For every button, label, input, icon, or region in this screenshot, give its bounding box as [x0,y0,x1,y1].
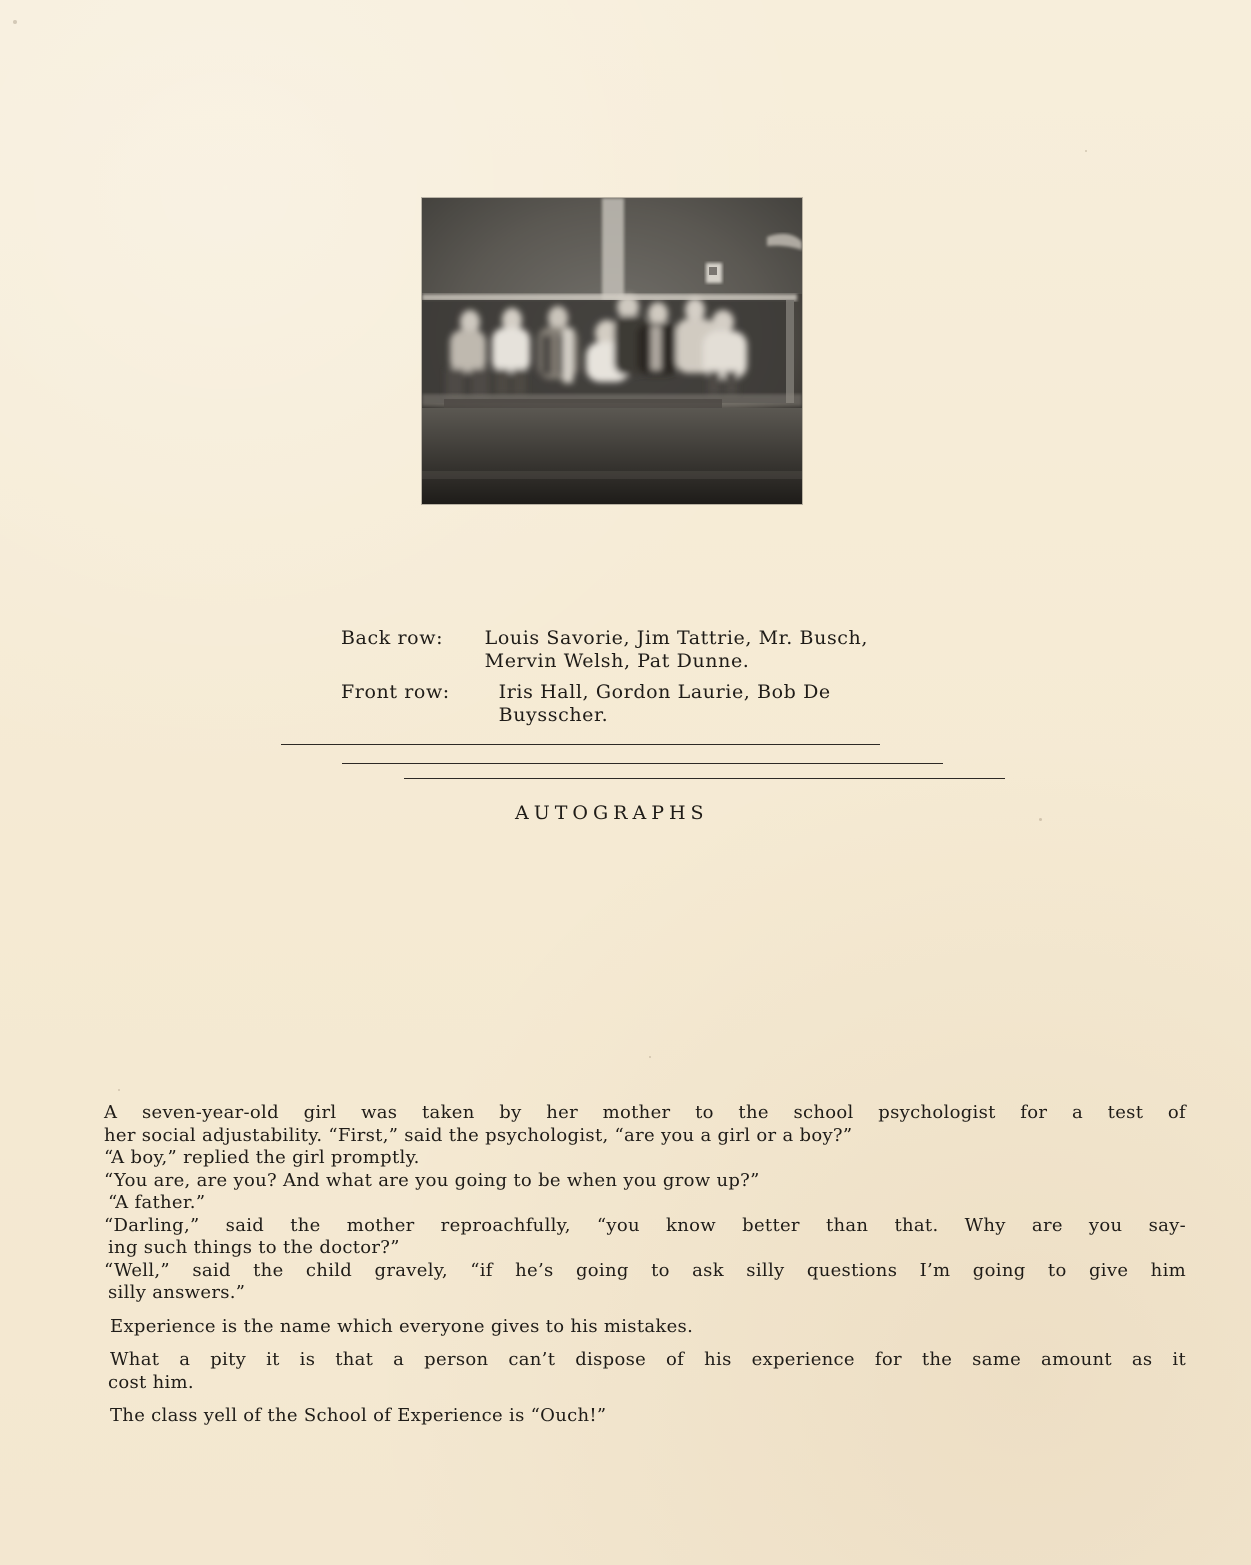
back-row-line: Mervin Welsh, Pat Dunne. [484,650,750,672]
humor-section [104,1102,1186,1439]
joke-paragraph [104,1102,1186,1305]
back-row-names [485,627,957,673]
group-photo-icon [422,198,802,504]
paper-speck [118,1089,120,1091]
joke-line: silly answers.” [108,1282,246,1303]
autograph-line [281,744,880,745]
saying-line: Experience is the name which everyone gives to his mistakes. [110,1315,694,1337]
front-row-line: Buysscher. [498,704,609,726]
joke-line: “Well,” said the child gravely, “if he’s going to ask silly questions I’m going to give him [104,1259,1186,1281]
joke-line: her social adjustability. “First,” said the psychologist, “are you a girl or a boy?” [104,1124,853,1146]
joke-line: “A father.” [108,1192,206,1213]
saying-paragraph [104,1316,1186,1339]
joke-line: ing such things to the doctor?” [108,1237,400,1258]
front-row-names [499,681,957,727]
group-photo [422,198,802,504]
saying-line: The class yell of the School of Experience is “Ouch!” [110,1405,607,1426]
autograph-line [342,763,943,764]
saying-paragraph [104,1405,1186,1428]
front-row-label: Front row: [341,681,450,703]
paper-speck [13,20,17,24]
joke-line: “A boy,” replied the girl promptly. [104,1147,420,1168]
saying-line: cost him. [108,1371,194,1393]
caption-front-row [341,681,961,727]
autographs-heading: AUTOGRAPHS [515,802,709,824]
photo-caption [341,627,961,727]
paper-speck [649,1056,651,1058]
saying-line: What a pity it is that a person can’t dispose of his experience for the same amount as it [110,1349,1186,1370]
front-row-line: Iris Hall, Gordon Laurie, Bob De [498,681,831,703]
paper-speck [1039,818,1042,821]
back-row-label: Back row: [341,627,444,649]
paper-speck [1085,150,1087,152]
saying-paragraph [104,1349,1186,1394]
caption-back-row [341,627,961,673]
joke-line: “You are, are you? And what are you going to be when you grow up?” [104,1169,760,1191]
autograph-line [404,778,1005,779]
joke-line: A seven-year-old girl was taken by her mother to the school psychologist for a test of [104,1102,1186,1123]
back-row-line: Louis Savorie, Jim Tattrie, Mr. Busch, [484,627,869,649]
joke-line: “Darling,” said the mother reproachfully, “you know better than that. Why are you say- [104,1214,1186,1236]
